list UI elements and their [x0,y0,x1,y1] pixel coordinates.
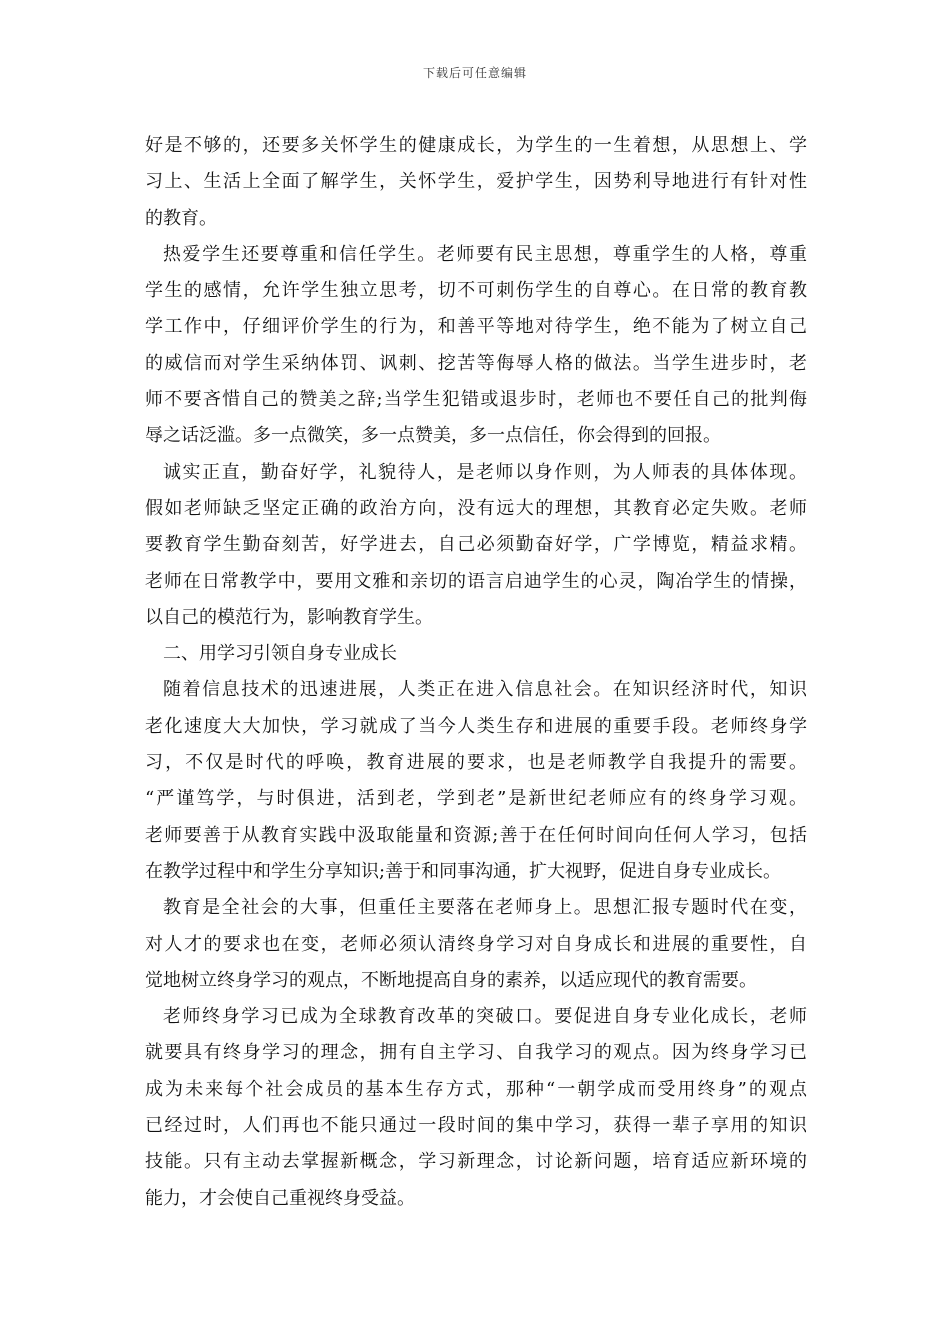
text-line: 老化速度大大加快，学习就成了当今人类生存和进展的重要手段。老师终身学 [145,715,807,737]
text-line: 已经过时，人们再也不能只通过一段时间的集中学习，获得一辈子享用的知识 [145,1115,807,1137]
text-line: 老师要善于从教育实践中汲取能量和资源;善于在任何时间向任何人学习，包括 [145,824,807,846]
text-line: 老师终身学习已成为全球教育改革的突破口。要促进自身专业化成长，老师 [163,1006,807,1028]
text-line: 技能。只有主动去掌握新概念，学习新理念，讨论新问题，培育适应新环境的 [145,1151,807,1173]
document-body [145,128,807,1217]
text-line: 诚实正直，勤奋好学，礼貌待人，是老师以身作则，为人师表的具体体现。 [163,461,807,483]
section-heading: 二、用学习引领自身专业成长 [163,643,397,665]
text-line: 的威信而对学生采纳体罚、讽刺、挖苦等侮辱人格的做法。当学生进步时，老 [145,352,807,374]
text-line: 好是不够的，还要多关怀学生的健康成长，为学生的一生着想，从思想上、学 [145,135,807,156]
text-line: 随着信息技术的迅速进展，人类正在进入信息社会。在知识经济时代，知识 [163,679,807,701]
text-line: 以自己的模范行为，影响教育学生。 [145,606,433,628]
text-line: 对人才的要求也在变，老师必须认清终身学习对自身成长和进展的重要性，自 [145,933,807,955]
text-line: 觉地树立终身学习的观点，不断地提高自身的素养，以适应现代的教育需要。 [145,969,757,991]
text-line: 热爱学生还要尊重和信任学生。老师要有民主思想，尊重学生的人格，尊重 [163,243,807,265]
text-line: 能力，才会使自己重视终身受益。 [145,1187,415,1209]
text-line: 老师在日常教学中，要用文雅和亲切的语言启迪学生的心灵，陶冶学生的情操， [145,570,807,592]
text-line: 习，不仅是时代的呼唤，教育进展的要求，也是老师教学自我提升的需要。 [145,752,807,774]
text-line: 在教学过程中和学生分享知识;善于和同事沟通，扩大视野，促进自身专业成长。 [145,860,782,882]
text-line: 师不要吝惜自己的赞美之辞;当学生犯错或退步时，老师也不要任自己的批判侮 [145,389,807,411]
text-line: 要教育学生勤奋刻苦，好学进去，自己必须勤奋好学，广学博览，精益求精。 [145,534,807,556]
text-line: 的教育。 [145,207,217,229]
text-line: 辱之话泛滥。多一点微笑，多一点赞美，多一点信任，你会得到的回报。 [145,425,721,447]
text-line: “严谨笃学，与时俱进，活到老，学到老”是新世纪老师应有的终身学习观。 [145,788,807,810]
text-line: 成为未来每个社会成员的基本生存方式，那种“一朝学成而受用终身”的观点 [145,1078,807,1100]
text-line: 教育是全社会的大事，但重任主要落在老师身上。思想汇报专题时代在变， [163,897,807,919]
page-header: 下载后可任意编辑 [422,66,527,80]
text-line: 学工作中，仔细评价学生的行为，和善平等地对待学生，绝不能为了树立自己 [145,316,807,338]
text-line: 就要具有终身学习的理念，拥有自主学习、自我学习的观点。因为终身学习已 [145,1042,807,1064]
text-line: 习上、生活上全面了解学生，关怀学生，爱护学生，因势利导地进行有针对性 [145,171,807,193]
text-line: 假如老师缺乏坚定正确的政治方向，没有远大的理想，其教育必定失败。老师 [145,497,807,519]
text-line: 学生的感情，允许学生独立思考，切不可刺伤学生的自尊心。在日常的教育教 [145,280,807,302]
